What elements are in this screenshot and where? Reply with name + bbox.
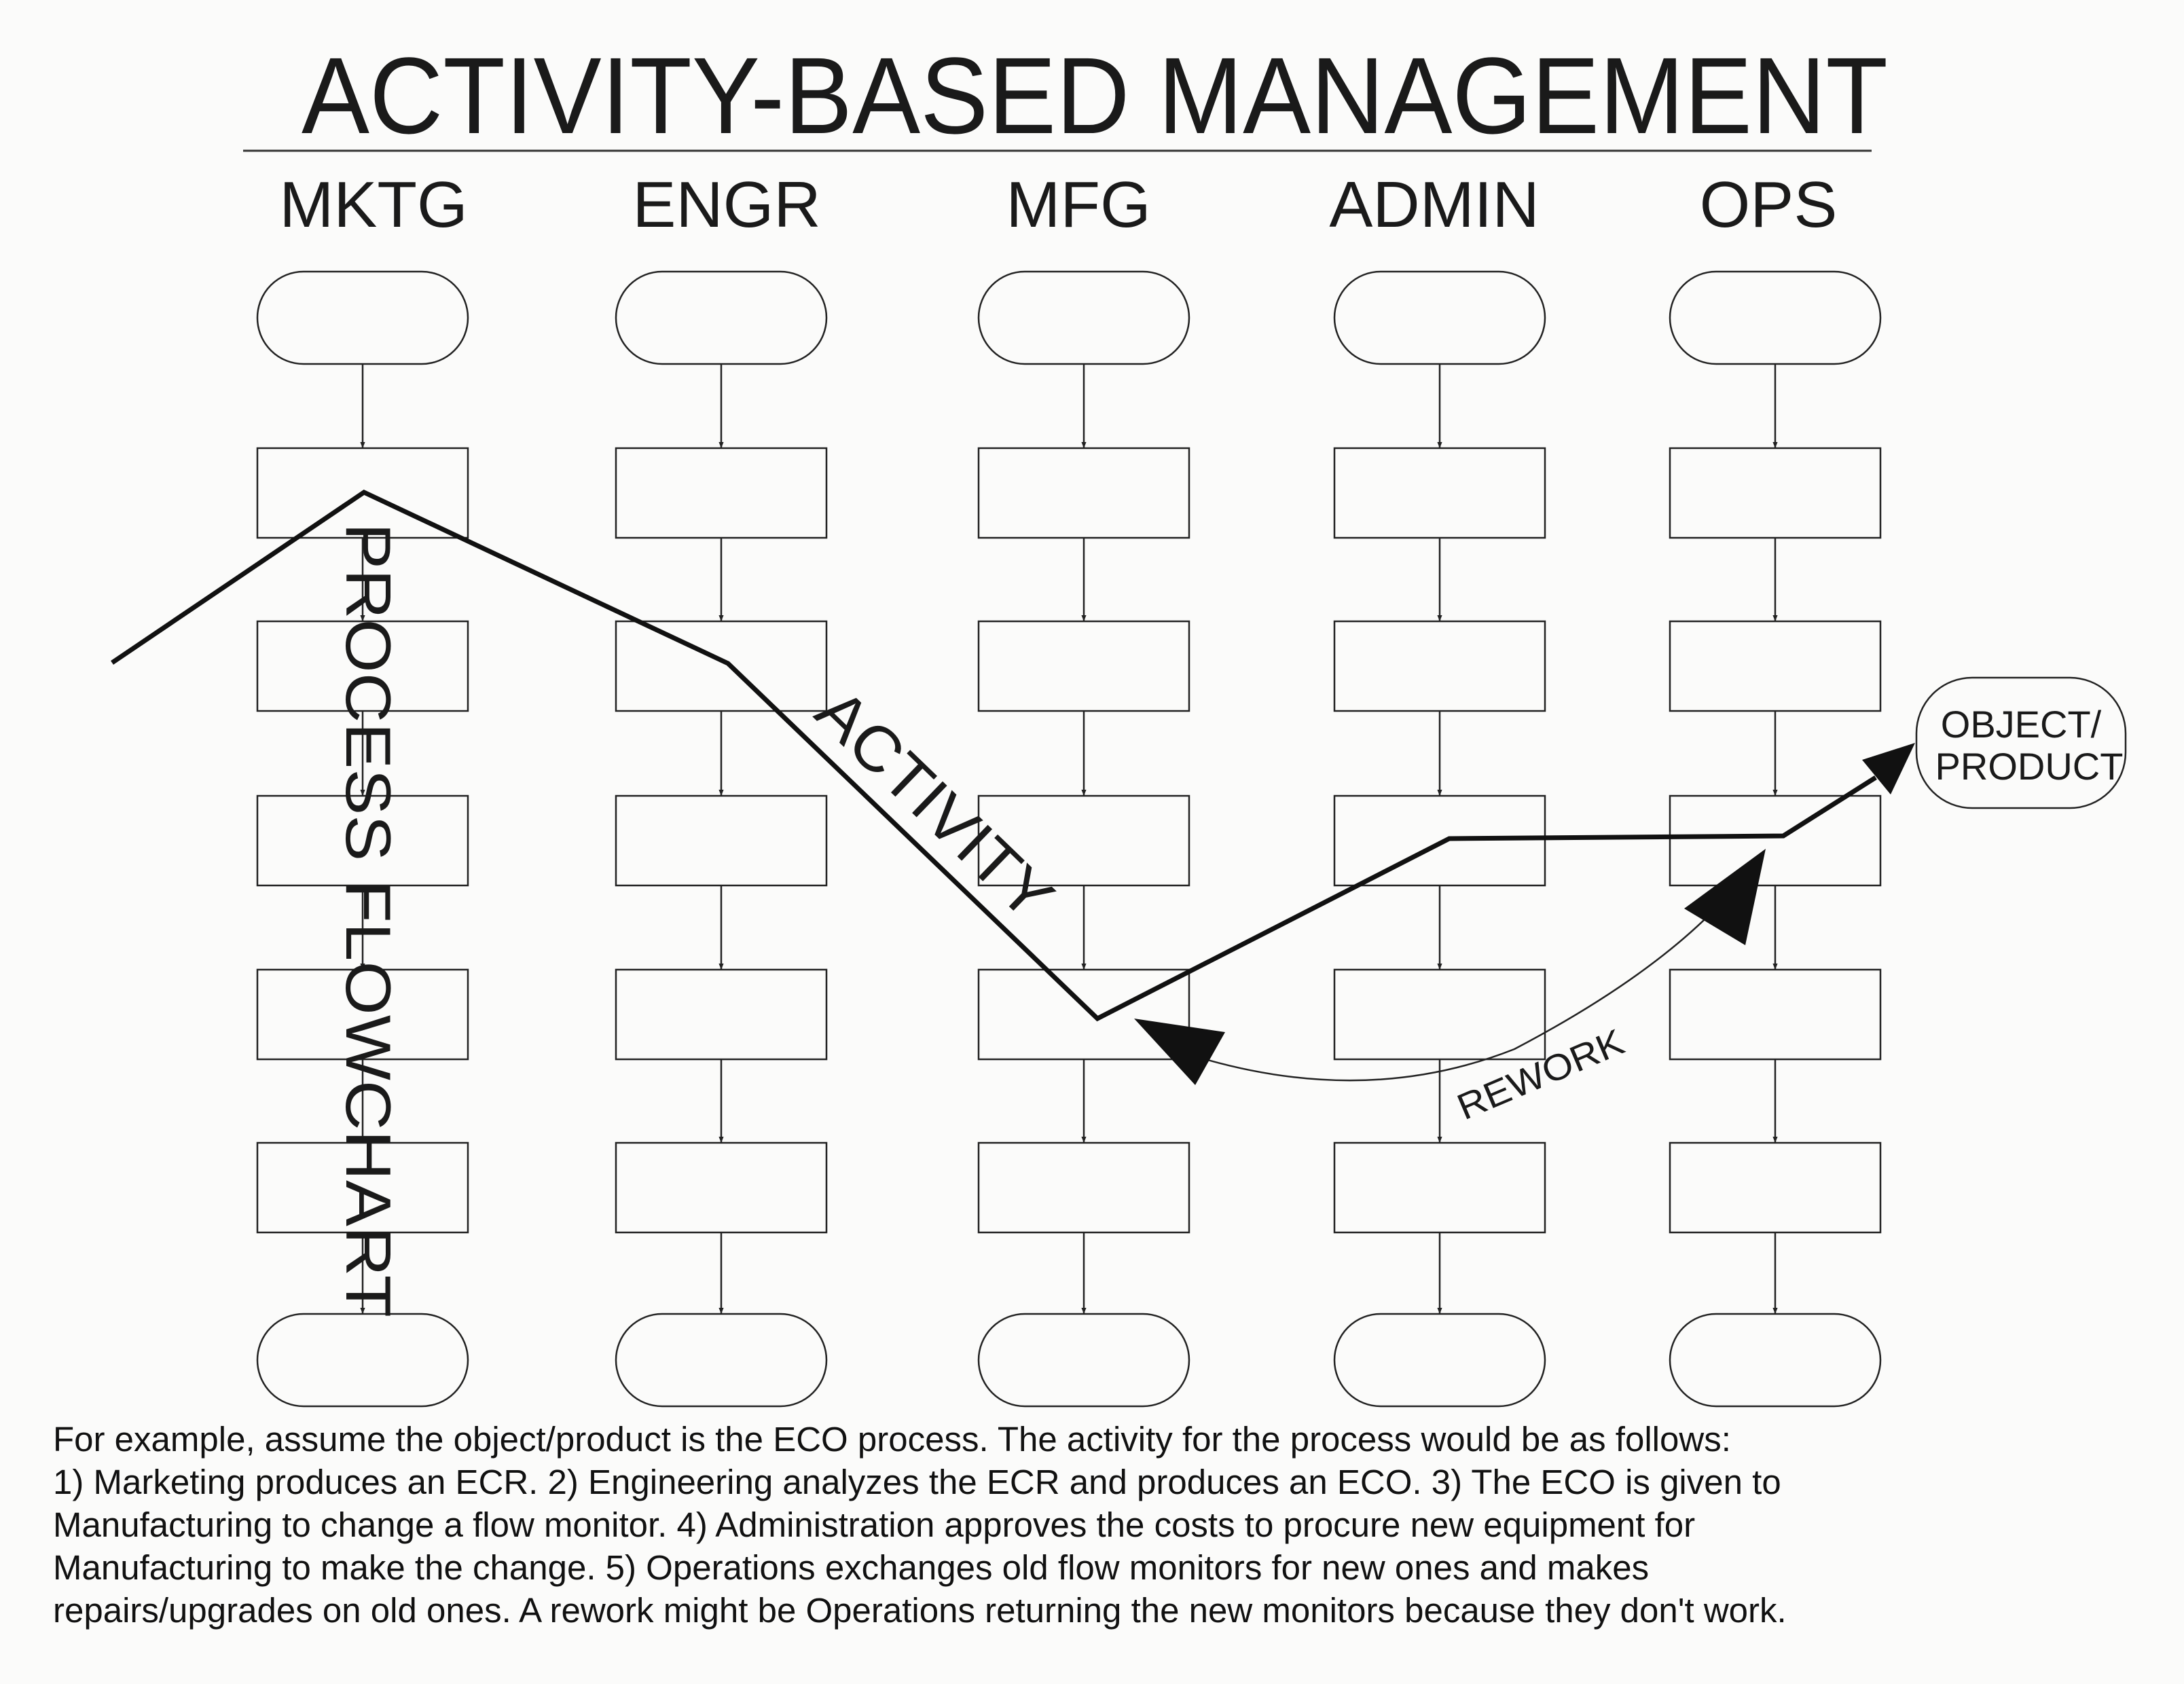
footer-line: Manufacturing to make the change. 5) Operations exchanges old flow monitors for new ones and makes — [53, 1548, 1650, 1587]
start-terminal — [616, 272, 826, 364]
end-terminal — [616, 1314, 826, 1406]
activity-arrowhead — [1862, 743, 1915, 794]
footer-explanation — [53, 1418, 2145, 1632]
rework-label: REWORK — [1451, 1025, 1620, 1129]
column-header-admin: ADMIN — [1329, 168, 1540, 241]
flowchart-column-engr — [616, 272, 826, 1406]
object-product-label-line2: PRODUCT — [1935, 745, 2124, 788]
process-step-box — [1670, 448, 1880, 538]
column-header-mktg: MKTG — [279, 168, 468, 241]
start-terminal — [257, 272, 468, 364]
process-step-box — [1334, 796, 1545, 885]
process-step-box — [1670, 970, 1880, 1059]
process-step-box — [979, 448, 1189, 538]
column-header-ops: OPS — [1699, 168, 1838, 241]
page-title: ACTIVITY-BASED MANAGEMENT — [302, 35, 1888, 156]
rework-arrowhead-right — [1684, 849, 1766, 945]
process-step-box — [616, 621, 826, 711]
column-header-engr: ENGR — [632, 168, 821, 241]
process-step-box — [1670, 621, 1880, 711]
object-product-label-line1: OBJECT/ — [1940, 703, 2102, 746]
column-header-mfg: MFG — [1006, 168, 1151, 241]
process-step-box — [1670, 1143, 1880, 1232]
process-step-box — [1334, 970, 1545, 1059]
process-step-box — [616, 1143, 826, 1232]
end-terminal — [257, 1314, 468, 1406]
rework-arrowhead-left — [1134, 1019, 1225, 1085]
process-step-box — [1670, 796, 1880, 885]
footer-line: repairs/upgrades on old ones. A rework might be Operations returning the new monitors because they don't work. — [53, 1591, 1787, 1630]
footer-line: Manufacturing to change a flow monitor. 4) Administration approves the costs to procure new equipment for — [53, 1505, 1696, 1544]
activity-label: ACTIVITY — [803, 674, 1059, 926]
start-terminal — [979, 272, 1189, 364]
footer-line: 1) Marketing produces an ECR. 2) Engineering analyzes the ECR and produces an ECO. 3) The ECO is given to — [53, 1463, 1781, 1501]
footer-line: For example, assume the object/product is the ECO process. The activity for the process would be as follows: — [53, 1420, 1731, 1459]
flowchart-column-ops — [1670, 272, 1880, 1406]
process-step-box — [1334, 621, 1545, 711]
end-terminal — [1334, 1314, 1545, 1406]
process-step-box — [616, 970, 826, 1059]
start-terminal — [1670, 272, 1880, 364]
process-step-box — [1334, 448, 1545, 538]
process-step-box — [979, 1143, 1189, 1232]
process-step-box — [616, 796, 826, 885]
process-step-box — [979, 621, 1189, 711]
process-step-box — [616, 448, 826, 538]
process-flowchart-label: PROCESS FLOWCHART — [333, 523, 404, 1256]
end-terminal — [979, 1314, 1189, 1406]
process-step-box — [1334, 1143, 1545, 1232]
end-terminal — [1670, 1314, 1880, 1406]
start-terminal — [1334, 272, 1545, 364]
process-step-box — [979, 970, 1189, 1059]
